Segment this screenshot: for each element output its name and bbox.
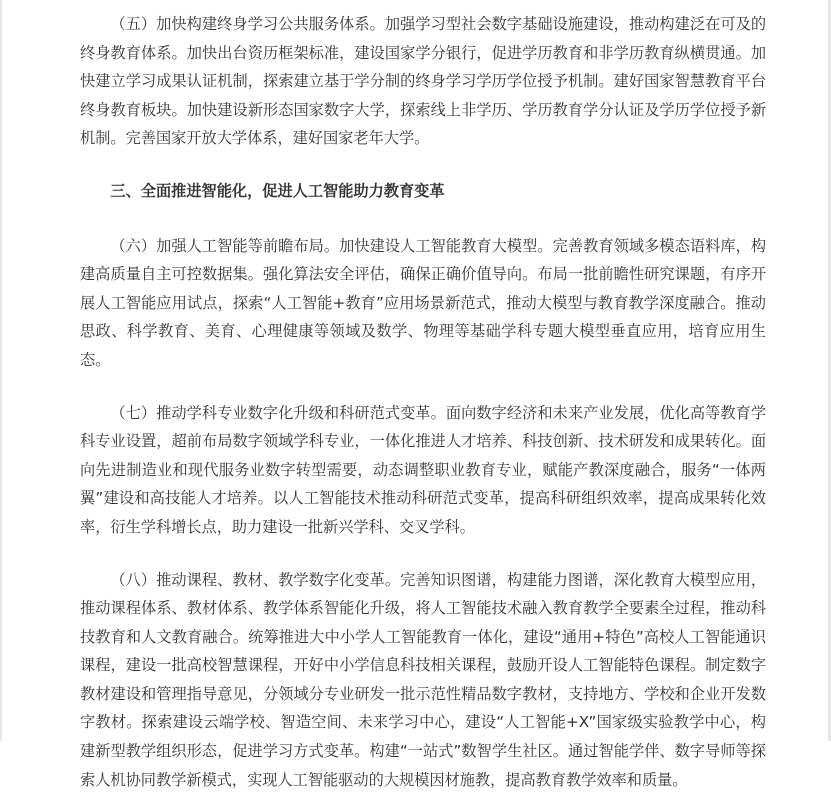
article-body — [80, 10, 766, 794]
paragraph-6: （六）加强人工智能等前瞻布局。加快建设人工智能教育大模型。完善教育领域多模态语料库，构建高质量自主可控数据集。强化算法安全评估，确保正确价值导向。布局一批前瞻性研究课题，有序开展人工智能应用试点，探索“人工智能+教育”应用场景新范式，推动大模型与教育教学深度融合。推动思政、科学教育、美育、心理健康等领域及数学、物理等基础学科专题大模型垂直应用，培育应用生态。 — [80, 232, 766, 375]
section-heading-3: 三、全面推进智能化，促进人工智能助力教育变革 — [80, 177, 766, 206]
paragraph-5: （五）加快构建终身学习公共服务体系。加强学习型社会数字基础设施建设，推动构建泛在可及的终身教育体系。加快出台资历框架标准，建设国家学分银行，促进学历教育和非学历教育纵横贯通。加快建立学习成果认证机制，探索建立基于学分制的终身学习学历学位授予机制。建好国家智慧教育平台终身教育板块。加快建设新形态国家数字大学，探索线上非学历、学历教育学分认证及学历学位授予新机制。完善国家开放大学体系，建好国家老年大学。 — [80, 10, 766, 153]
paragraph-spacer — [80, 153, 766, 177]
paragraph-spacer — [80, 375, 766, 399]
paragraph-7: （七）推动学科专业数字化升级和科研范式变革。面向数字经济和未来产业发展，优化高等教育学科专业设置，超前布局数字领域学科专业，一体化推进人才培养、科技创新、技术研发和成果转化。面向先进制造业和现代服务业数字转型需要，动态调整职业教育专业，赋能产教深度融合，服务“一体两翼”建设和高技能人才培养。以人工智能技术推动科研范式变革，提高科研组织效率，提高成果转化效率，衍生学科增长点，助力建设一批新兴学科、交叉学科。 — [80, 399, 766, 542]
paragraph-spacer — [80, 542, 766, 566]
paragraph-spacer — [80, 206, 766, 232]
left-border — [0, 0, 2, 741]
paragraph-8: （八）推动课程、教材、教学数字化变革。完善知识图谱，构建能力图谱，深化教育大模型应用，推动课程体系、教材体系、教学体系智能化升级，将人工智能技术融入教育教学全要素全过程，推动科技教育和人文教育融合。统筹推进大中小学人工智能教育一体化，建设“通用+特色”高校人工智能通识课程，建设一批高校智慧课程，开好中小学信息科技相关课程，鼓励开设人工智能特色课程。制定数字教材建设和管理指导意见，分领域分专业研发一批示范性精品数字教材，支持地方、学校和企业开发数字教材。探索建设云端学校、智造空间、未来学习中心，建设“人工智能+X”国家级实验教学中心，构建新型教学组织形态，促进学习方式变革。构建“一站式”数智学生社区。通过智能学伴、数字导师等探索人机协同教学新模式，实现人工智能驱动的大规模因材施教，提高教育教学效率和质量。 — [80, 566, 766, 794]
